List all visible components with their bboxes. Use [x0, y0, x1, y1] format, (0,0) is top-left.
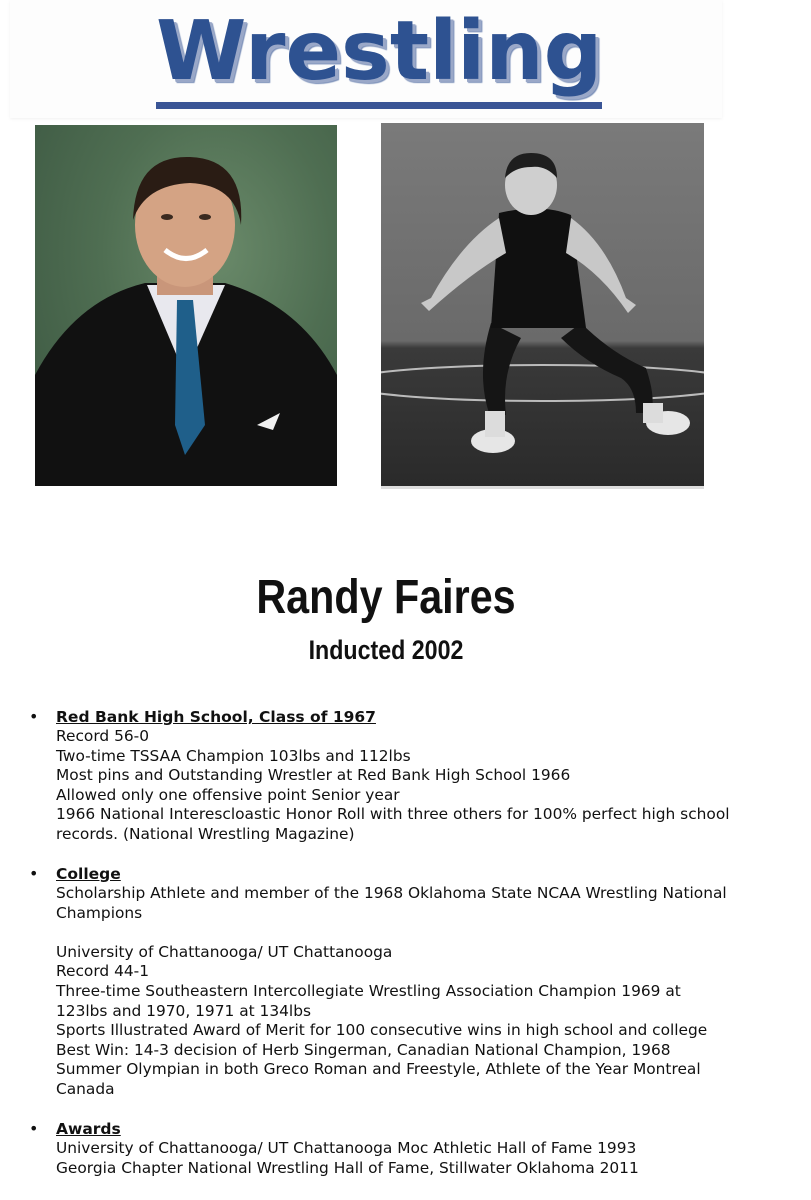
list-item: Summer Olympian in both Greco Roman and Freestyle, Athlete of the Year Montreal: [56, 1060, 701, 1079]
list-item: records. (National Wrestling Magazine): [56, 824, 355, 843]
spacer: [56, 923, 796, 943]
page-title: Wrestling: [156, 4, 603, 99]
title-underline: [156, 102, 602, 109]
list-item: Best Win: 14-3 decision of Herb Singerman, Canadian National Champion, 1968: [56, 1040, 671, 1059]
bullet-icon: •: [29, 707, 39, 726]
portrait-photo: [35, 125, 337, 486]
list-item: Canada: [56, 1079, 115, 1098]
section-title: College: [56, 865, 121, 883]
inductee-name: Randy Faires: [256, 571, 516, 624]
action-photo: [381, 123, 704, 489]
list-item: Georgia Chapter National Wrestling Hall of Fame, Stillwater Oklahoma 2011: [56, 1158, 639, 1177]
list-item: 1966 National Interescloastic Honor Roll with three others for 100% perfect high school: [56, 805, 730, 824]
list-item: Sports Illustrated Award of Merit for 100 consecutive wins in high school and college: [56, 1021, 708, 1040]
section-awards: [29, 1119, 796, 1178]
list-item: Scholarship Athlete and member of the 1968 Oklahoma State NCAA Wrestling National: [56, 884, 727, 902]
section-title: Red Bank High School, Class of 1967: [56, 708, 376, 726]
section-high-school: [29, 707, 796, 845]
list-item: 123lbs and 1970, 1971 at 134lbs: [56, 1001, 311, 1020]
list-item: Three-time Southeastern Intercollegiate Wrestling Association Champion 1969 at: [56, 981, 681, 1000]
list-item: University of Chattanooga/ UT Chattanooga: [56, 942, 393, 961]
list-item: Record 44-1: [56, 962, 149, 981]
list-item: Allowed only one offensive point Senior year: [56, 785, 400, 804]
list-item: Record 56-0: [56, 727, 149, 745]
inducted-year: Inducted 2002: [308, 635, 464, 665]
action-illustration: [381, 123, 704, 486]
section-college: [29, 864, 796, 1100]
section-title: Awards: [56, 1120, 121, 1138]
header-banner: [10, 0, 722, 118]
list-item: University of Chattanooga/ UT Chattanooga Moc Athletic Hall of Fame 1993: [56, 1139, 637, 1157]
bullet-icon: •: [29, 1119, 39, 1138]
list-item: Two-time TSSAA Champion 103lbs and 112lbs: [56, 746, 411, 765]
bullet-icon: •: [29, 864, 39, 883]
list-item: Most pins and Outstanding Wrestler at Red Bank High School 1966: [56, 766, 571, 785]
portrait-illustration: [35, 125, 337, 486]
list-item: Champions: [56, 903, 143, 922]
